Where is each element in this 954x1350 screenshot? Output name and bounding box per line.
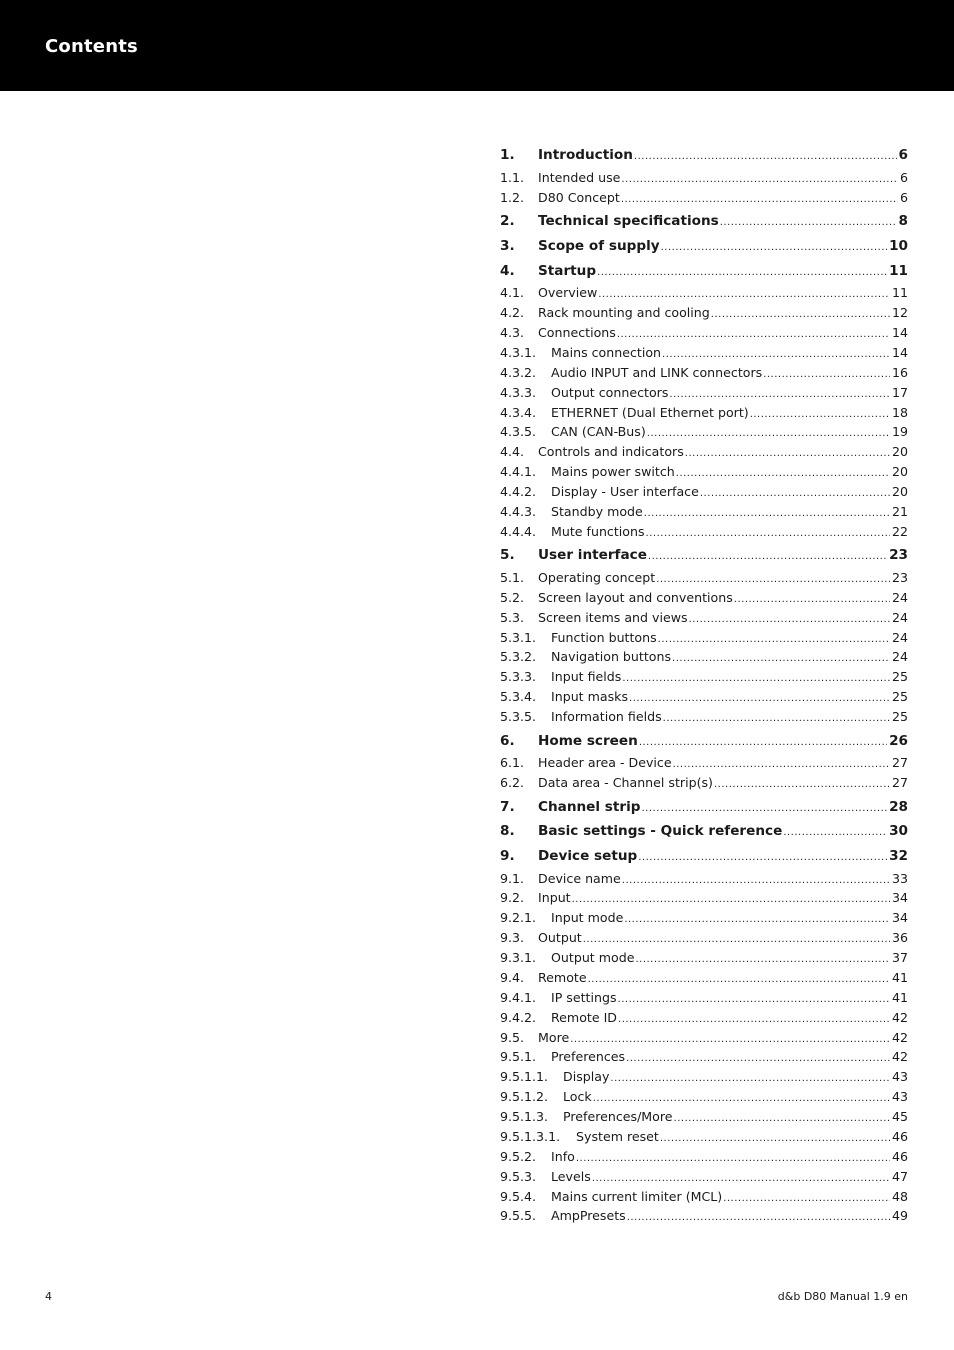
toc-entry[interactable] bbox=[500, 910, 908, 925]
toc-dot-leader bbox=[711, 309, 890, 320]
toc-entry[interactable] bbox=[500, 950, 908, 965]
toc-entry-number: 6. bbox=[500, 733, 515, 749]
toc-entry-number: 4.3.5. bbox=[500, 424, 537, 439]
toc-entry[interactable] bbox=[500, 190, 908, 205]
toc-entry-number: 9.5.5. bbox=[500, 1208, 537, 1223]
toc-entry[interactable] bbox=[500, 345, 908, 360]
toc-entry-number: 9.4.1. bbox=[500, 990, 537, 1005]
toc-entry-number: 4.4.1. bbox=[500, 464, 537, 479]
toc-entry-page: 8 bbox=[898, 213, 908, 229]
toc-dot-leader bbox=[723, 1193, 890, 1204]
toc-entry-title: Screen items and views bbox=[538, 610, 688, 625]
toc-dot-leader bbox=[627, 1212, 890, 1223]
toc-entry-number: 7. bbox=[500, 799, 515, 815]
document-title: d&b D80 Manual 1.9 en bbox=[777, 1290, 908, 1303]
toc-entry[interactable] bbox=[500, 890, 908, 905]
toc-dot-leader bbox=[598, 289, 890, 300]
toc-entry-title: Header area - Device bbox=[538, 755, 672, 770]
toc-entry-number: 4.4.2. bbox=[500, 484, 537, 499]
toc-entry-page: 24 bbox=[891, 649, 908, 664]
toc-entry-title: Screen layout and conventions bbox=[538, 590, 733, 605]
toc-entry-number: 9.2. bbox=[500, 890, 525, 905]
toc-entry[interactable] bbox=[500, 504, 908, 519]
toc-entry-title: Display bbox=[563, 1069, 610, 1084]
toc-entry[interactable] bbox=[500, 630, 908, 645]
toc-entry[interactable] bbox=[500, 1069, 908, 1084]
toc-entry-page: 46 bbox=[891, 1149, 908, 1164]
toc-entry-title: Input mode bbox=[551, 910, 624, 925]
toc-entry-title: Mains current limiter (MCL) bbox=[551, 1189, 723, 1204]
toc-dot-leader bbox=[700, 488, 890, 499]
toc-entry-title: AmpPresets bbox=[551, 1208, 626, 1223]
toc-entry-title: Remote bbox=[538, 970, 587, 985]
toc-entry-number: 9.5. bbox=[500, 1030, 525, 1045]
toc-entry-number: 5. bbox=[500, 547, 515, 563]
toc-dot-leader bbox=[635, 954, 890, 965]
toc-entry-number: 5.3. bbox=[500, 610, 525, 625]
toc-dot-leader bbox=[662, 349, 890, 360]
toc-dot-leader bbox=[750, 409, 890, 420]
toc-entry-number: 9.5.1.2. bbox=[500, 1089, 549, 1104]
toc-entry-number: 9.3.1. bbox=[500, 950, 537, 965]
toc-entry-number: 4.4.4. bbox=[500, 524, 537, 539]
toc-entry-page: 16 bbox=[891, 365, 908, 380]
toc-entry-title: Controls and indicators bbox=[538, 444, 684, 459]
toc-entry-number: 6.2. bbox=[500, 775, 525, 790]
toc-entry-page: 42 bbox=[891, 1049, 908, 1064]
toc-entry-title: CAN (CAN-Bus) bbox=[551, 424, 646, 439]
toc-entry-page: 28 bbox=[889, 799, 908, 815]
toc-dot-leader bbox=[626, 1053, 890, 1064]
toc-dot-leader bbox=[648, 551, 887, 562]
page-number: 4 bbox=[45, 1290, 52, 1303]
toc-entry[interactable] bbox=[500, 484, 908, 499]
toc-dot-leader bbox=[663, 713, 890, 724]
toc-entry-page: 24 bbox=[891, 610, 908, 625]
toc-entry-title: Connections bbox=[538, 325, 616, 340]
header-bar bbox=[0, 0, 954, 91]
toc-entry-title: Startup bbox=[538, 263, 597, 279]
page-title: Contents bbox=[45, 36, 138, 57]
toc-entry[interactable] bbox=[500, 1109, 908, 1124]
toc-entry-page: 25 bbox=[891, 689, 908, 704]
toc-dot-leader bbox=[658, 634, 890, 645]
toc-entry-number: 9.4.2. bbox=[500, 1010, 537, 1025]
toc-entry[interactable] bbox=[500, 1169, 908, 1184]
toc-entry-number: 9.5.1.3. bbox=[500, 1109, 549, 1124]
toc-entry-title: Basic settings - Quick reference bbox=[538, 823, 783, 839]
toc-dot-leader bbox=[689, 614, 890, 625]
toc-entry-title: Scope of supply bbox=[538, 238, 660, 254]
toc-entry-number: 6.1. bbox=[500, 755, 525, 770]
toc-entry-page: 43 bbox=[891, 1069, 908, 1084]
toc-dot-leader bbox=[638, 852, 887, 863]
toc-entry-number: 9.1. bbox=[500, 871, 525, 886]
toc-entry[interactable] bbox=[500, 385, 908, 400]
toc-entry[interactable] bbox=[500, 930, 908, 945]
toc-dot-leader bbox=[763, 369, 890, 380]
toc-entry-page: 49 bbox=[891, 1208, 908, 1223]
toc-entry-page: 30 bbox=[889, 823, 908, 839]
toc-entry-page: 18 bbox=[891, 405, 908, 420]
toc-entry[interactable] bbox=[500, 823, 908, 839]
toc-entry-title: IP settings bbox=[551, 990, 617, 1005]
toc-entry-page: 27 bbox=[891, 775, 908, 790]
toc-entry-page: 25 bbox=[891, 709, 908, 724]
toc-entry[interactable] bbox=[500, 405, 908, 420]
toc-entry[interactable] bbox=[500, 1149, 908, 1164]
toc-entry[interactable] bbox=[500, 263, 908, 279]
toc-entry-title: Channel strip bbox=[538, 799, 641, 815]
toc-entry-title: ETHERNET (Dual Ethernet port) bbox=[551, 405, 749, 420]
toc-entry-title: Audio INPUT and LINK connectors bbox=[551, 365, 763, 380]
toc-entry-page: 19 bbox=[891, 424, 908, 439]
toc-entry-page: 34 bbox=[891, 910, 908, 925]
toc-entry-page: 24 bbox=[891, 630, 908, 645]
toc-entry[interactable] bbox=[500, 590, 908, 605]
toc-entry-page: 23 bbox=[891, 570, 908, 585]
toc-dot-leader bbox=[661, 242, 887, 253]
toc-entry-page: 12 bbox=[891, 305, 908, 320]
toc-dot-leader bbox=[622, 673, 890, 684]
toc-entry-page: 14 bbox=[891, 345, 908, 360]
toc-entry-page: 23 bbox=[889, 547, 908, 563]
toc-entry-title: Preferences bbox=[551, 1049, 626, 1064]
toc-entry-page: 45 bbox=[891, 1109, 908, 1124]
toc-entry-title: Device setup bbox=[538, 848, 638, 864]
toc-dot-leader bbox=[673, 759, 890, 770]
toc-entry[interactable] bbox=[500, 1089, 908, 1104]
toc-entry[interactable] bbox=[500, 464, 908, 479]
toc-entry-number: 5.2. bbox=[500, 590, 525, 605]
toc-entry-page: 6 bbox=[899, 190, 908, 205]
toc-entry[interactable] bbox=[500, 365, 908, 380]
toc-entry-page: 10 bbox=[889, 238, 908, 254]
toc-dot-leader bbox=[621, 174, 898, 185]
toc-entry-page: 20 bbox=[891, 464, 908, 479]
toc-dot-leader bbox=[734, 594, 890, 605]
toc-entry-page: 6 bbox=[898, 147, 908, 163]
toc-entry[interactable] bbox=[500, 147, 908, 163]
toc-entry-number: 5.3.3. bbox=[500, 669, 537, 684]
toc-entry-title: Home screen bbox=[538, 733, 638, 749]
toc-entry-number: 9.5.3. bbox=[500, 1169, 537, 1184]
toc-dot-leader bbox=[570, 1034, 890, 1045]
toc-dot-leader bbox=[617, 329, 890, 340]
toc-entry-title: Levels bbox=[551, 1169, 591, 1184]
toc-dot-leader bbox=[629, 693, 890, 704]
toc-dot-leader bbox=[669, 389, 890, 400]
toc-entry-page: 42 bbox=[891, 1030, 908, 1045]
toc-entry[interactable] bbox=[500, 610, 908, 625]
toc-entry-number: 1.1. bbox=[500, 170, 525, 185]
toc-entry-title: Input bbox=[538, 890, 571, 905]
toc-entry-number: 5.3.5. bbox=[500, 709, 537, 724]
toc-entry-number: 1.2. bbox=[500, 190, 525, 205]
toc-dot-leader bbox=[618, 1014, 890, 1025]
toc-dot-leader bbox=[646, 528, 890, 539]
toc-entry-page: 46 bbox=[891, 1129, 908, 1144]
toc-entry-title: Output connectors bbox=[551, 385, 669, 400]
toc-entry[interactable] bbox=[500, 1010, 908, 1025]
toc-entry-number: 4.3.2. bbox=[500, 365, 537, 380]
toc-entry[interactable] bbox=[500, 524, 908, 539]
toc-entry[interactable] bbox=[500, 871, 908, 886]
toc-entry-page: 41 bbox=[891, 990, 908, 1005]
toc-entry[interactable] bbox=[500, 424, 908, 439]
toc-dot-leader bbox=[644, 508, 890, 519]
toc-dot-leader bbox=[597, 267, 887, 278]
toc-entry[interactable] bbox=[500, 238, 908, 254]
toc-entry-number: 9.5.1.3.1. bbox=[500, 1129, 561, 1144]
toc-entry-page: 34 bbox=[891, 890, 908, 905]
toc-dot-leader bbox=[714, 779, 890, 790]
toc-entry-number: 9.4. bbox=[500, 970, 525, 985]
toc-dot-leader bbox=[641, 803, 887, 814]
toc-entry-number: 9.5.4. bbox=[500, 1189, 537, 1204]
toc-dot-leader bbox=[660, 1133, 890, 1144]
toc-entry-number: 4.3.3. bbox=[500, 385, 537, 400]
toc-entry-page: 33 bbox=[891, 871, 908, 886]
toc-entry-title: Output mode bbox=[551, 950, 635, 965]
toc-entry[interactable] bbox=[500, 848, 908, 864]
toc-entry-title: Display - User interface bbox=[551, 484, 699, 499]
toc-entry-page: 20 bbox=[891, 484, 908, 499]
toc-entry-title: Introduction bbox=[538, 147, 633, 163]
toc-entry-title: User interface bbox=[538, 547, 647, 563]
toc-entry[interactable] bbox=[500, 1049, 908, 1064]
toc-dot-leader bbox=[622, 875, 890, 886]
toc-entry[interactable] bbox=[500, 570, 908, 585]
toc-entry-page: 37 bbox=[891, 950, 908, 965]
toc-entry-page: 43 bbox=[891, 1089, 908, 1104]
toc-dot-leader bbox=[572, 894, 890, 905]
toc-entry-page: 47 bbox=[891, 1169, 908, 1184]
toc-dot-leader bbox=[672, 653, 890, 664]
toc-entry-number: 4.3.4. bbox=[500, 405, 537, 420]
toc-entry-page: 42 bbox=[891, 1010, 908, 1025]
toc-entry-number: 8. bbox=[500, 823, 515, 839]
toc-entry[interactable] bbox=[500, 775, 908, 790]
toc-entry[interactable] bbox=[500, 689, 908, 704]
toc-entry-title: D80 Concept bbox=[538, 190, 620, 205]
toc-entry-number: 9.5.1.1. bbox=[500, 1069, 549, 1084]
toc-entry[interactable] bbox=[500, 285, 908, 300]
toc-entry[interactable] bbox=[500, 1208, 908, 1223]
toc-entry-title: Mains power switch bbox=[551, 464, 675, 479]
toc-entry-title: More bbox=[538, 1030, 570, 1045]
toc-entry-title: Mains connection bbox=[551, 345, 662, 360]
toc-entry-number: 9.5.1. bbox=[500, 1049, 537, 1064]
toc-entry-title: Operating concept bbox=[538, 570, 656, 585]
toc-entry-number: 4.4.3. bbox=[500, 504, 537, 519]
toc-entry-page: 36 bbox=[891, 930, 908, 945]
toc-entry-page: 14 bbox=[891, 325, 908, 340]
toc-entry-page: 11 bbox=[889, 263, 908, 279]
toc-entry-page: 32 bbox=[889, 848, 908, 864]
toc-entry[interactable] bbox=[500, 970, 908, 985]
toc-entry[interactable] bbox=[500, 649, 908, 664]
toc-dot-leader bbox=[624, 914, 890, 925]
toc-entry-number: 4. bbox=[500, 263, 515, 279]
toc-entry-title: Lock bbox=[563, 1089, 592, 1104]
toc-dot-leader bbox=[656, 574, 890, 585]
toc-dot-leader bbox=[588, 974, 890, 985]
toc-dot-leader bbox=[685, 448, 890, 459]
toc-entry-title: Device name bbox=[538, 871, 621, 886]
toc-entry-title: Remote ID bbox=[551, 1010, 618, 1025]
toc-entry-number: 4.4. bbox=[500, 444, 525, 459]
toc-dot-leader bbox=[583, 934, 890, 945]
toc-entry-title: Rack mounting and cooling bbox=[538, 305, 710, 320]
toc-entry-page: 41 bbox=[891, 970, 908, 985]
toc-dot-leader bbox=[720, 217, 897, 228]
toc-entry-title: Standby mode bbox=[551, 504, 643, 519]
toc-entry-number: 2. bbox=[500, 213, 515, 229]
toc-entry-number: 5.1. bbox=[500, 570, 525, 585]
toc-entry[interactable] bbox=[500, 1129, 908, 1144]
toc-entry-number: 4.3.1. bbox=[500, 345, 537, 360]
toc-entry-number: 4.3. bbox=[500, 325, 525, 340]
toc-entry-page: 21 bbox=[891, 504, 908, 519]
toc-dot-leader bbox=[674, 1113, 890, 1124]
toc-dot-leader bbox=[634, 151, 897, 162]
toc-entry[interactable] bbox=[500, 547, 908, 563]
toc-entry-title: Input fields bbox=[551, 669, 622, 684]
toc-entry-title: Data area - Channel strip(s) bbox=[538, 775, 713, 790]
toc-dot-leader bbox=[576, 1153, 890, 1164]
toc-dot-leader bbox=[639, 737, 887, 748]
toc-entry[interactable] bbox=[500, 1189, 908, 1204]
toc-entry-number: 9.3. bbox=[500, 930, 525, 945]
toc-entry-title: Navigation buttons bbox=[551, 649, 672, 664]
toc-entry[interactable] bbox=[500, 990, 908, 1005]
toc-entry[interactable] bbox=[500, 709, 908, 724]
toc-entry-title: Output bbox=[538, 930, 582, 945]
toc-entry-number: 9.2.1. bbox=[500, 910, 537, 925]
toc-entry[interactable] bbox=[500, 1030, 908, 1045]
toc-entry-page: 17 bbox=[891, 385, 908, 400]
toc-entry[interactable] bbox=[500, 799, 908, 815]
toc-entry-number: 5.3.2. bbox=[500, 649, 537, 664]
toc-entry[interactable] bbox=[500, 305, 908, 320]
toc-entry-number: 5.3.4. bbox=[500, 689, 537, 704]
toc-entry-title: Input masks bbox=[551, 689, 629, 704]
toc-entry-title: Intended use bbox=[538, 170, 621, 185]
toc-dot-leader bbox=[783, 827, 887, 838]
toc-entry-title: Mute functions bbox=[551, 524, 645, 539]
toc-entry-page: 24 bbox=[891, 590, 908, 605]
toc-entry-page: 6 bbox=[899, 170, 908, 185]
toc-entry-number: 3. bbox=[500, 238, 515, 254]
toc-entry[interactable] bbox=[500, 755, 908, 770]
toc-entry-page: 27 bbox=[891, 755, 908, 770]
toc-entry-title: Technical specifications bbox=[538, 213, 719, 229]
toc-entry[interactable] bbox=[500, 733, 908, 749]
toc-entry-page: 25 bbox=[891, 669, 908, 684]
toc-entry-page: 48 bbox=[891, 1189, 908, 1204]
toc-dot-leader bbox=[592, 1173, 890, 1184]
toc-entry-page: 20 bbox=[891, 444, 908, 459]
toc-entry-page: 26 bbox=[889, 733, 908, 749]
toc-dot-leader bbox=[618, 994, 890, 1005]
toc-entry[interactable] bbox=[500, 444, 908, 459]
toc-dot-leader bbox=[676, 468, 890, 479]
toc-dot-leader bbox=[610, 1073, 890, 1084]
toc-dot-leader bbox=[621, 194, 898, 205]
toc-entry-number: 4.2. bbox=[500, 305, 525, 320]
toc-entry[interactable] bbox=[500, 669, 908, 684]
toc-entry-title: Information fields bbox=[551, 709, 662, 724]
toc-entry-number: 9. bbox=[500, 848, 515, 864]
toc-entry-page: 11 bbox=[891, 285, 908, 300]
toc-entry-title: Function buttons bbox=[551, 630, 657, 645]
toc-entry-page: 22 bbox=[891, 524, 908, 539]
toc-entry-title: Overview bbox=[538, 285, 598, 300]
toc-dot-leader bbox=[593, 1093, 890, 1104]
toc-entry-title: Info bbox=[551, 1149, 575, 1164]
toc-entry[interactable] bbox=[500, 213, 908, 229]
toc-entry[interactable] bbox=[500, 170, 908, 185]
toc-entry-number: 4.1. bbox=[500, 285, 525, 300]
toc-entry-number: 1. bbox=[500, 147, 515, 163]
toc-dot-leader bbox=[647, 428, 890, 439]
toc-entry-title: Preferences/More bbox=[563, 1109, 673, 1124]
toc-entry-number: 5.3.1. bbox=[500, 630, 537, 645]
toc-entry[interactable] bbox=[500, 325, 908, 340]
toc-entry-title: System reset bbox=[576, 1129, 659, 1144]
toc-entry-number: 9.5.2. bbox=[500, 1149, 537, 1164]
